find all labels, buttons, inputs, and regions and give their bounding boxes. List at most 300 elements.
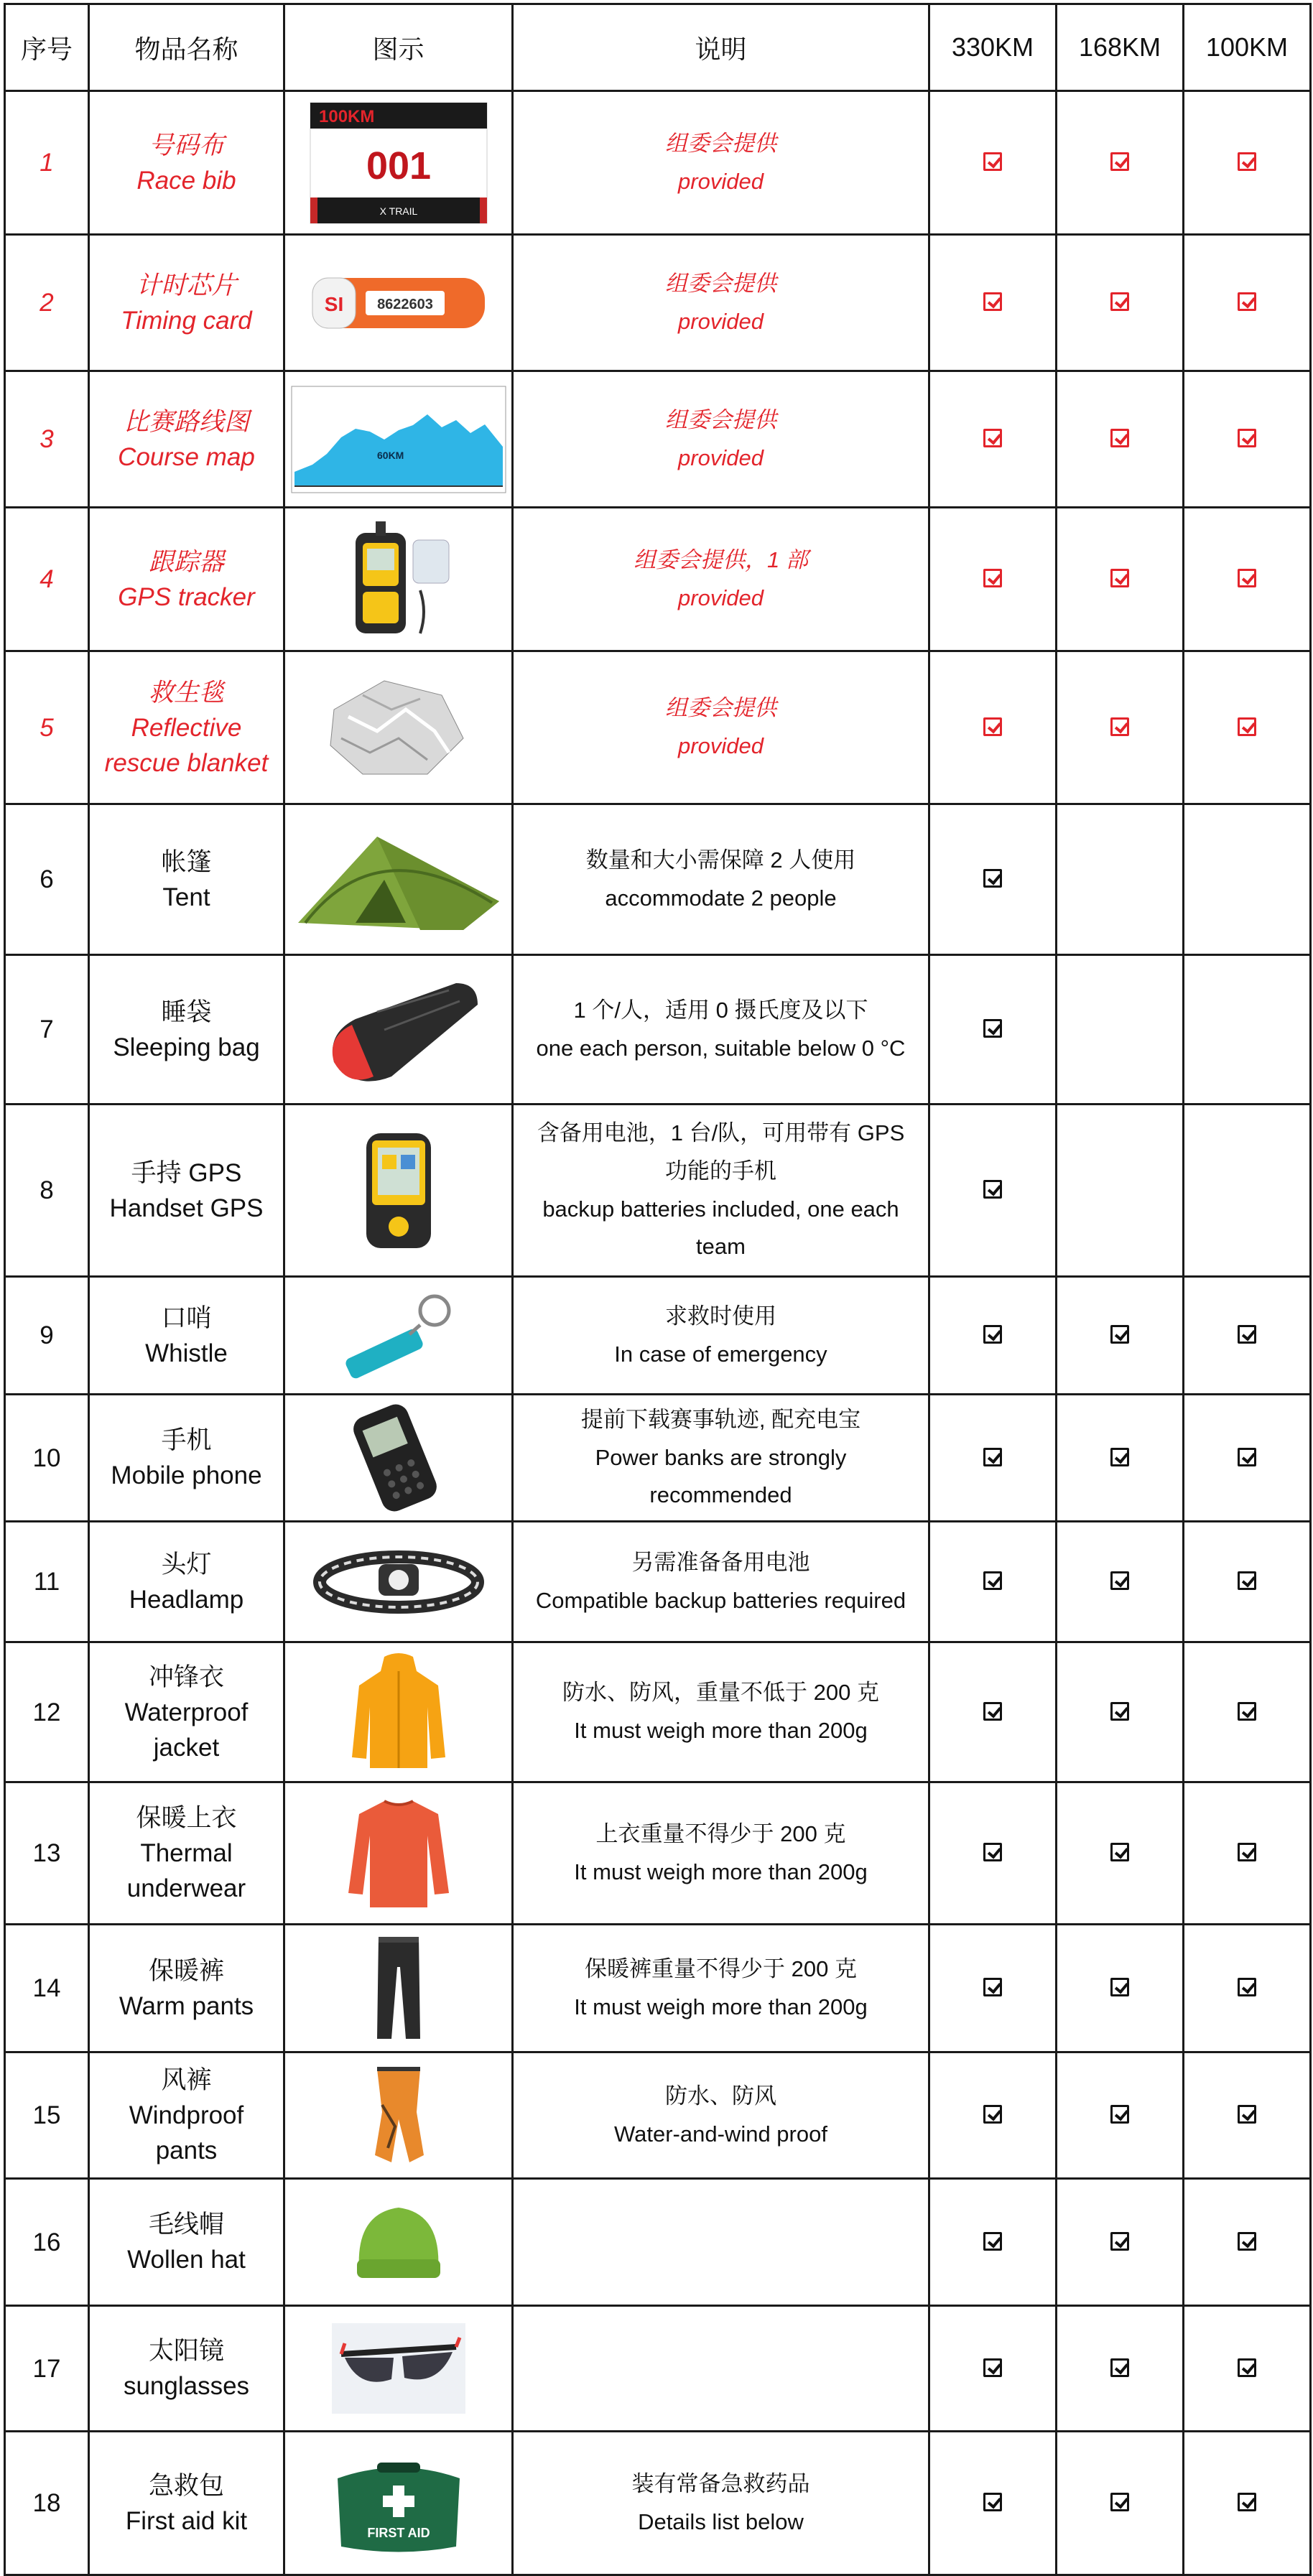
checkbox-checked-icon <box>983 717 1002 736</box>
check-330km <box>929 1642 1057 1782</box>
check-168km <box>1057 1642 1184 1782</box>
checkbox-checked-icon <box>983 1325 1002 1344</box>
table-row <box>5 1642 1311 1782</box>
description-zh: 组委会提供 <box>665 270 776 296</box>
check-330km <box>929 955 1057 1105</box>
header-image: 图示 <box>284 4 513 91</box>
item-name-zh: 冲锋衣 <box>148 1663 224 1691</box>
item-description <box>513 804 929 955</box>
header-name: 物品名称 <box>89 4 284 91</box>
checkbox-checked-icon <box>983 152 1002 171</box>
item-name <box>89 1395 284 1522</box>
headlamp-image <box>312 1543 485 1622</box>
description-en: provided <box>678 733 764 758</box>
checkbox-checked-icon <box>1110 292 1129 311</box>
check-100km <box>1184 2306 1311 2432</box>
check-100km <box>1184 955 1311 1105</box>
table-row <box>5 2306 1311 2432</box>
header-100km: 100KM <box>1184 4 1311 91</box>
bib-number: 001 <box>366 144 431 187</box>
description-en: one each person, suitable below 0 °C <box>536 1035 906 1061</box>
item-name <box>89 1782 284 1925</box>
row-index: 14 <box>5 1925 89 2052</box>
checkbox-checked-icon <box>1238 1448 1256 1466</box>
chip-code: 8622603 <box>376 296 433 312</box>
table-row <box>5 1395 1311 1522</box>
item-description <box>513 955 929 1105</box>
checkbox-checked-icon <box>983 1448 1002 1466</box>
check-330km <box>929 1395 1057 1522</box>
check-168km <box>1057 235 1184 371</box>
description-en: Water-and-wind proof <box>614 2121 827 2147</box>
checkbox-checked-icon <box>1110 2358 1129 2377</box>
windproof-pants-image <box>366 2062 431 2170</box>
check-100km <box>1184 2052 1311 2179</box>
item-name-en: Headlamp <box>129 1585 244 1614</box>
bib-brand: X TRAIL <box>379 205 417 217</box>
check-330km <box>929 1925 1057 2052</box>
checkbox-checked-icon <box>1238 1978 1256 1996</box>
item-name-zh: 跟踪器 <box>148 547 224 576</box>
item-description <box>513 1395 929 1522</box>
check-330km <box>929 1782 1057 1925</box>
check-168km <box>1057 1395 1184 1522</box>
item-name-en: Handset GPS <box>109 1194 264 1222</box>
header-168km: 168KM <box>1057 4 1184 91</box>
item-description <box>513 1925 929 2052</box>
item-image-cell <box>284 1642 513 1782</box>
item-name-en: Course map <box>118 442 255 471</box>
item-image-cell <box>284 2179 513 2306</box>
check-168km <box>1057 508 1184 651</box>
item-image-cell <box>284 1105 513 1277</box>
check-168km <box>1057 955 1184 1105</box>
whistle-image <box>338 1285 460 1386</box>
checkbox-checked-icon <box>1238 1702 1256 1721</box>
gear-table-container <box>4 3 1309 2576</box>
checkbox-checked-icon <box>1238 2493 1256 2511</box>
check-100km <box>1184 508 1311 651</box>
checkbox-checked-icon <box>1238 1325 1256 1344</box>
item-name-zh: 急救包 <box>148 2471 224 2500</box>
item-description <box>513 1782 929 1925</box>
header-description: 说明 <box>513 4 929 91</box>
check-100km <box>1184 91 1311 235</box>
item-description <box>513 1277 929 1395</box>
row-index: 1 <box>5 91 89 235</box>
checkbox-checked-icon <box>983 1843 1002 1861</box>
check-168km <box>1057 2052 1184 2179</box>
check-330km <box>929 1105 1057 1277</box>
sunglasses-image <box>330 2322 467 2415</box>
table-row <box>5 2179 1311 2306</box>
checkbox-checked-icon <box>1110 2105 1129 2124</box>
checkbox-checked-icon <box>1110 717 1129 736</box>
item-image-cell <box>284 508 513 651</box>
mandatory-gear-table <box>4 3 1312 2576</box>
item-name <box>89 1522 284 1642</box>
description-zh: 防水、防风 <box>665 2083 776 2108</box>
description-en: provided <box>678 585 764 610</box>
check-330km <box>929 2432 1057 2575</box>
checkbox-checked-icon <box>983 569 1002 587</box>
check-168km <box>1057 1522 1184 1642</box>
checkbox-checked-icon <box>983 869 1002 888</box>
description-en: Power banks are strongly <box>595 1444 847 1470</box>
description-zh: 数量和大小需保障 2 人使用 <box>585 847 856 873</box>
item-name-en: Sleeping bag <box>113 1033 260 1061</box>
checkbox-checked-icon <box>1110 429 1129 447</box>
check-168km <box>1057 1105 1184 1277</box>
checkbox-checked-icon <box>1110 1843 1129 1861</box>
checkbox-checked-icon <box>1110 2493 1129 2511</box>
check-330km <box>929 2052 1057 2179</box>
item-name-zh: 太阳镜 <box>148 2337 224 2365</box>
item-name-en-1: Reflective <box>131 713 242 742</box>
item-name-en-2: rescue blanket <box>104 748 269 777</box>
item-name-zh: 比赛路线图 <box>123 407 249 436</box>
item-name-en-1: Thermal <box>140 1839 233 1867</box>
item-name-zh: 号码布 <box>148 131 224 159</box>
description-zh: 组委会提供 <box>665 406 776 432</box>
checkbox-checked-icon <box>1110 1702 1129 1721</box>
table-row <box>5 1277 1311 1395</box>
item-description <box>513 1522 929 1642</box>
checkbox-checked-icon <box>1110 2232 1129 2251</box>
item-name-en: Mobile phone <box>111 1461 262 1489</box>
item-name-zh: 毛线帽 <box>148 2210 224 2238</box>
item-name-en: Wollen hat <box>127 2246 246 2274</box>
description-zh: 提前下载赛事轨迹, 配充电宝 <box>580 1406 861 1432</box>
thermal-top-image <box>345 1792 453 1915</box>
item-name-en-1: Windproof <box>129 2101 244 2129</box>
description-en: backup batteries included, one each <box>542 1196 899 1222</box>
table-row <box>5 1522 1311 1642</box>
description-en-2: team <box>696 1234 746 1260</box>
item-name-en: Race bib <box>136 166 236 195</box>
item-description <box>513 2179 929 2306</box>
mobile-phone-image <box>345 1400 453 1515</box>
check-330km <box>929 2306 1057 2432</box>
checkbox-checked-icon <box>1110 1325 1129 1344</box>
check-168km <box>1057 91 1184 235</box>
checkbox-checked-icon <box>1238 569 1256 587</box>
check-330km <box>929 651 1057 804</box>
checkbox-checked-icon <box>983 292 1002 311</box>
item-name <box>89 2306 284 2432</box>
item-name <box>89 91 284 235</box>
table-row <box>5 371 1311 508</box>
checkbox-checked-icon <box>1238 152 1256 171</box>
item-name-en: Warm pants <box>119 1991 254 2020</box>
item-name-zh: 头灯 <box>161 1550 212 1578</box>
table-row <box>5 955 1311 1105</box>
item-image-cell <box>284 2052 513 2179</box>
check-168km <box>1057 804 1184 955</box>
checkbox-checked-icon <box>1238 292 1256 311</box>
checkbox-checked-icon <box>983 2493 1002 2511</box>
description-zh: 1 个/人，适用 0 摄氏度及以下 <box>573 997 868 1023</box>
row-index: 4 <box>5 508 89 651</box>
table-row <box>5 1782 1311 1925</box>
checkbox-checked-icon <box>1238 1571 1256 1590</box>
check-330km <box>929 371 1057 508</box>
item-image-cell <box>284 1925 513 2052</box>
item-name-en: First aid kit <box>125 2506 248 2535</box>
item-description <box>513 1642 929 1782</box>
description-en: accommodate 2 people <box>605 885 837 911</box>
race-bib-image <box>309 101 488 225</box>
check-100km <box>1184 1105 1311 1277</box>
check-330km <box>929 235 1057 371</box>
item-image-cell <box>284 955 513 1105</box>
description-zh: 组委会提供，1 部 <box>634 547 808 572</box>
description-zh: 装有常备急救药品 <box>631 2470 810 2496</box>
checkbox-checked-icon <box>1238 429 1256 447</box>
first-aid-kit-image <box>327 2450 470 2557</box>
item-name <box>89 1642 284 1782</box>
item-name-zh: 风裤 <box>161 2066 212 2094</box>
checkbox-checked-icon <box>1110 1978 1129 1996</box>
description-en: provided <box>678 168 764 194</box>
item-description <box>513 2432 929 2575</box>
table-row <box>5 235 1311 371</box>
check-168km <box>1057 651 1184 804</box>
row-index: 8 <box>5 1105 89 1277</box>
checkbox-checked-icon <box>1238 2358 1256 2377</box>
description-en: It must weigh more than 200g <box>574 1718 868 1743</box>
row-index: 3 <box>5 371 89 508</box>
row-index: 5 <box>5 651 89 804</box>
item-name-zh: 保暖上衣 <box>136 1804 237 1832</box>
row-index: 7 <box>5 955 89 1105</box>
check-100km <box>1184 2432 1311 2575</box>
map-label: 60KM <box>376 449 404 461</box>
item-description <box>513 651 929 804</box>
gps-tracker-image <box>341 519 456 641</box>
checkbox-checked-icon <box>1238 1843 1256 1861</box>
check-330km <box>929 804 1057 955</box>
checkbox-checked-icon <box>1238 2105 1256 2124</box>
description-zh-2: 功能的手机 <box>665 1158 776 1184</box>
item-name-en: Tent <box>162 883 210 911</box>
checkbox-checked-icon <box>1238 717 1256 736</box>
check-330km <box>929 1522 1057 1642</box>
check-100km <box>1184 371 1311 508</box>
item-name <box>89 2432 284 2575</box>
handset-gps-image <box>359 1126 438 1255</box>
check-330km <box>929 91 1057 235</box>
item-image-cell <box>284 91 513 235</box>
check-168km <box>1057 1277 1184 1395</box>
description-zh: 求救时使用 <box>665 1303 776 1329</box>
check-100km <box>1184 1277 1311 1395</box>
rescue-blanket-image <box>320 666 478 789</box>
header-row <box>5 4 1311 91</box>
check-100km <box>1184 1395 1311 1522</box>
check-330km <box>929 1277 1057 1395</box>
row-index: 17 <box>5 2306 89 2432</box>
item-description <box>513 371 929 508</box>
item-name-en: sunglasses <box>123 2372 250 2400</box>
row-index: 11 <box>5 1522 89 1642</box>
item-description <box>513 91 929 235</box>
item-name <box>89 371 284 508</box>
description-zh: 保暖裤重量不得少于 200 克 <box>585 1956 857 1981</box>
description-zh: 防水、防风，重量不低于 200 克 <box>562 1680 879 1706</box>
description-en: It must weigh more than 200g <box>574 1994 868 2019</box>
description-en: Compatible backup batteries required <box>535 1587 906 1613</box>
item-name-en: Whistle <box>145 1339 228 1367</box>
table-row <box>5 1105 1311 1277</box>
sleeping-bag-image <box>305 969 492 1091</box>
description-en: provided <box>678 308 764 334</box>
check-330km <box>929 2179 1057 2306</box>
item-description <box>513 2306 929 2432</box>
checkbox-checked-icon <box>983 2105 1002 2124</box>
svg-text:SI: SI <box>324 292 343 315</box>
checkbox-checked-icon <box>1110 152 1129 171</box>
row-index: 16 <box>5 2179 89 2306</box>
description-en: provided <box>678 445 764 470</box>
item-image-cell <box>284 235 513 371</box>
check-168km <box>1057 1925 1184 2052</box>
row-index: 6 <box>5 804 89 955</box>
row-index: 15 <box>5 2052 89 2179</box>
item-name <box>89 235 284 371</box>
checkbox-checked-icon <box>983 1180 1002 1199</box>
check-168km <box>1057 371 1184 508</box>
row-index: 2 <box>5 235 89 371</box>
description-zh: 上衣重量不得少于 200 克 <box>595 1821 846 1846</box>
item-image-cell <box>284 371 513 508</box>
checkbox-checked-icon <box>1110 569 1129 587</box>
check-100km <box>1184 235 1311 371</box>
item-name <box>89 2052 284 2179</box>
table-row <box>5 1925 1311 2052</box>
description-zh: 组委会提供 <box>665 130 776 156</box>
item-description <box>513 1105 929 1277</box>
item-name <box>89 1277 284 1395</box>
description-zh: 组委会提供 <box>665 695 776 721</box>
table-row <box>5 91 1311 235</box>
row-index: 10 <box>5 1395 89 1522</box>
item-name-zh: 口哨 <box>161 1303 212 1332</box>
header-330km: 330KM <box>929 4 1057 91</box>
checkbox-checked-icon <box>1110 1571 1129 1590</box>
kit-label: FIRST AID <box>366 2525 430 2540</box>
item-name <box>89 1105 284 1277</box>
item-name <box>89 508 284 651</box>
table-row <box>5 2052 1311 2179</box>
check-168km <box>1057 2306 1184 2432</box>
item-name-zh: 手持 GPS <box>131 1158 242 1187</box>
item-name-en-2: jacket <box>153 1733 220 1762</box>
item-image-cell <box>284 1522 513 1642</box>
table-row <box>5 508 1311 651</box>
item-name <box>89 955 284 1105</box>
checkbox-checked-icon <box>983 429 1002 447</box>
item-name-zh: 睡袋 <box>161 998 212 1026</box>
item-image-cell <box>284 1395 513 1522</box>
table-row <box>5 804 1311 955</box>
item-image-cell <box>284 1277 513 1395</box>
warm-pants-image <box>370 1931 427 2046</box>
check-100km <box>1184 804 1311 955</box>
row-index: 12 <box>5 1642 89 1782</box>
item-name <box>89 1925 284 2052</box>
check-100km <box>1184 651 1311 804</box>
item-name-zh: 救生毯 <box>148 678 224 707</box>
item-description <box>513 235 929 371</box>
check-168km <box>1057 2179 1184 2306</box>
table-row <box>5 651 1311 804</box>
item-name-zh: 帐篷 <box>161 847 212 876</box>
item-name <box>89 651 284 804</box>
item-image-cell <box>284 1782 513 1925</box>
item-description <box>513 508 929 651</box>
wool-hat-image <box>348 2199 449 2285</box>
item-name-zh: 保暖裤 <box>148 1956 224 1985</box>
checkbox-checked-icon <box>983 2358 1002 2377</box>
description-en-2: recommended <box>649 1482 792 1508</box>
checkbox-checked-icon <box>1238 2232 1256 2251</box>
item-name-en: Timing card <box>121 306 252 335</box>
description-en: Details list below <box>638 2508 804 2534</box>
checkbox-checked-icon <box>983 1978 1002 1996</box>
item-name-zh: 计时芯片 <box>136 271 237 299</box>
checkbox-checked-icon <box>983 1571 1002 1590</box>
item-image-cell <box>284 2432 513 2575</box>
course-map-image <box>291 386 506 493</box>
timing-chip-image <box>305 271 492 335</box>
checkbox-checked-icon <box>1110 1448 1129 1466</box>
check-168km <box>1057 2432 1184 2575</box>
item-name <box>89 804 284 955</box>
check-168km <box>1057 1782 1184 1925</box>
description-zh: 含备用电池，1 台/队，可用带有 GPS <box>537 1120 905 1146</box>
check-100km <box>1184 1522 1311 1642</box>
description-zh: 另需准备备用电池 <box>631 1549 810 1575</box>
row-index: 9 <box>5 1277 89 1395</box>
jacket-image <box>348 1650 449 1775</box>
item-name-en-1: Waterproof <box>124 1698 249 1726</box>
item-image-cell <box>284 804 513 955</box>
check-100km <box>1184 1642 1311 1782</box>
checkbox-checked-icon <box>983 1702 1002 1721</box>
checkbox-checked-icon <box>983 2232 1002 2251</box>
table-row <box>5 2432 1311 2575</box>
tent-image <box>291 822 506 937</box>
item-image-cell <box>284 2306 513 2432</box>
item-name-zh: 手机 <box>161 1426 212 1454</box>
item-name-en: GPS tracker <box>118 582 255 611</box>
description-en: In case of emergency <box>614 1341 827 1367</box>
item-description <box>513 2052 929 2179</box>
check-330km <box>929 508 1057 651</box>
row-index: 13 <box>5 1782 89 1925</box>
check-100km <box>1184 1782 1311 1925</box>
item-name-en-2: underwear <box>126 1874 246 1902</box>
item-name-en-2: pants <box>155 2136 218 2165</box>
item-name <box>89 2179 284 2306</box>
item-image-cell <box>284 651 513 804</box>
checkbox-checked-icon <box>983 1019 1002 1038</box>
row-index: 18 <box>5 2432 89 2575</box>
bib-top-label: 100KM <box>318 106 374 126</box>
header-index: 序号 <box>5 4 89 91</box>
check-100km <box>1184 1925 1311 2052</box>
